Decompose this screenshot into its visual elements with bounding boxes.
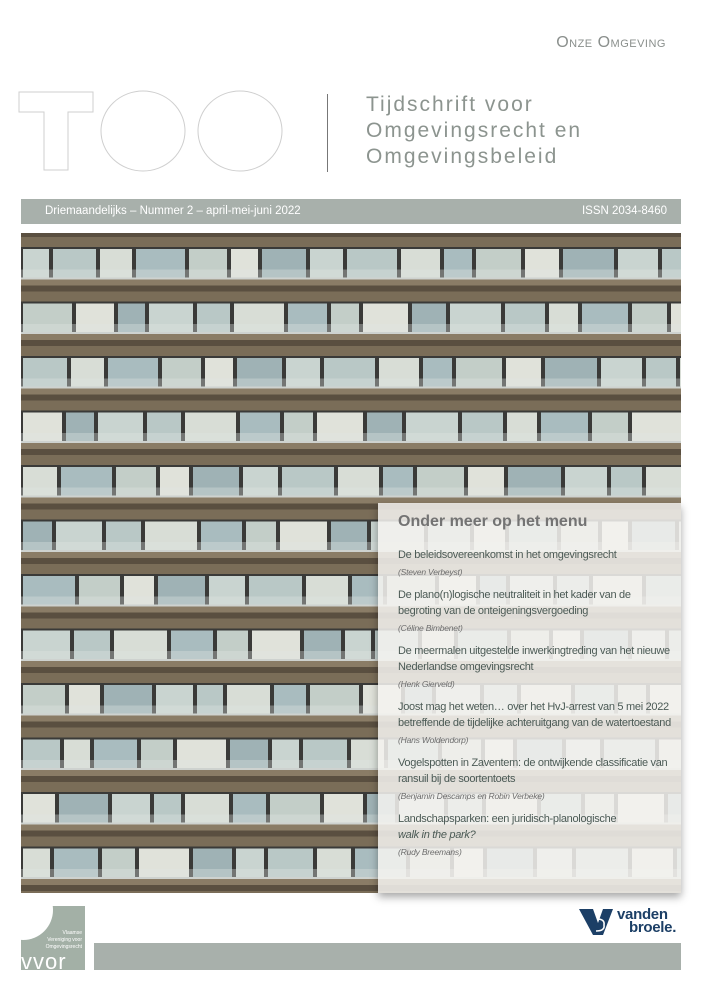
contents-heading: Onder meer op het menu <box>398 513 588 530</box>
article-title: Vogelspotten in Zaventem: de ontwijkende classificatie van ransuil bij de soortentoets <box>398 757 668 785</box>
article-title <box>398 811 673 843</box>
slab-edge <box>21 334 681 340</box>
article-author: (Rudy Breemans) <box>398 847 462 857</box>
title-divider <box>327 94 328 172</box>
article-item[interactable] <box>398 643 673 689</box>
article-item[interactable] <box>398 547 673 577</box>
article-title: De meermalen uitgestelde inwerkingtreding van het nieuwe Nederlandse omgevingsrecht <box>398 645 670 673</box>
slab-edge <box>21 443 681 449</box>
balcony-glass <box>21 270 681 280</box>
balcony-glass <box>21 379 681 389</box>
article-item[interactable] <box>398 587 673 633</box>
article-author: (Céline Bimbenet) <box>398 623 463 633</box>
balcony-glass <box>21 488 681 498</box>
journal-subtitle <box>366 92 582 170</box>
publisher-v-icon <box>579 909 613 935</box>
vvor-name-line: Vlaamse <box>62 930 82 936</box>
logo-letter-o-1 <box>101 91 185 171</box>
footer-band <box>94 943 681 970</box>
slab-edge <box>21 280 681 286</box>
article-author: (Steven Verbeyst) <box>398 567 463 577</box>
logo-letter-t <box>19 92 93 170</box>
publisher-name-line1: vanden <box>617 906 668 923</box>
article-author: (Benjamin Descamps en Robin Verbeke) <box>398 791 545 801</box>
subtitle-line: Omgevingsrecht en <box>366 119 583 142</box>
article-author: (Hans Woldendorp) <box>398 735 469 745</box>
subtitle-line: Tijdschrift voor <box>366 93 534 116</box>
publisher-name-line2: broele. <box>629 919 677 936</box>
balcony-glass <box>21 324 681 334</box>
subtitle-line: Omgevingsbeleid <box>366 145 559 168</box>
slab-edge <box>21 389 681 395</box>
article-title-text: Landschapsparken: een juridisch-planologische <box>398 813 617 825</box>
article-author: (Henk Gierveld) <box>398 679 455 689</box>
article-item[interactable] <box>398 755 673 801</box>
vvor-abbrev: vvor <box>21 949 67 970</box>
vvor-name-line: Vereniging voor <box>47 937 82 943</box>
issue-band <box>21 199 681 224</box>
series-name: Onze Omgeving <box>556 34 666 51</box>
slab-shadow <box>21 233 681 237</box>
article-title: De plano(n)logische neutraliteit in het kader van de begroting van de onteigeningsvergoeding <box>398 589 631 617</box>
article-title: De beleidsovereenkomst in het omgevingsrecht <box>398 549 617 561</box>
slab-shadow <box>21 340 681 346</box>
contents-panel <box>378 503 681 893</box>
vvor-logo <box>21 906 85 970</box>
issn: ISSN 2034-8460 <box>581 205 667 217</box>
vvor-name <box>46 930 82 951</box>
article-item[interactable] <box>398 811 673 857</box>
slab-shadow <box>21 449 681 455</box>
article-title-italic: walk in the park? <box>398 829 476 841</box>
article-title: Joost mag het weten… over het HvJ-arrest van 5 mei 2022 betreffende de tijdelijke achteruitgang van de watertoestand <box>398 701 671 729</box>
vvor-name-line: Omgevingsrecht <box>45 944 82 950</box>
publisher-logo <box>579 905 681 937</box>
article-item[interactable] <box>398 699 673 745</box>
too-logo <box>17 90 317 172</box>
issue-info: Driemaandelijks – Nummer 2 – april-mei-juni 2022 <box>45 205 301 217</box>
slab-shadow <box>21 286 681 292</box>
logo-letter-o-2 <box>198 91 282 171</box>
slab-shadow <box>21 395 681 401</box>
balcony-glass <box>21 433 681 443</box>
